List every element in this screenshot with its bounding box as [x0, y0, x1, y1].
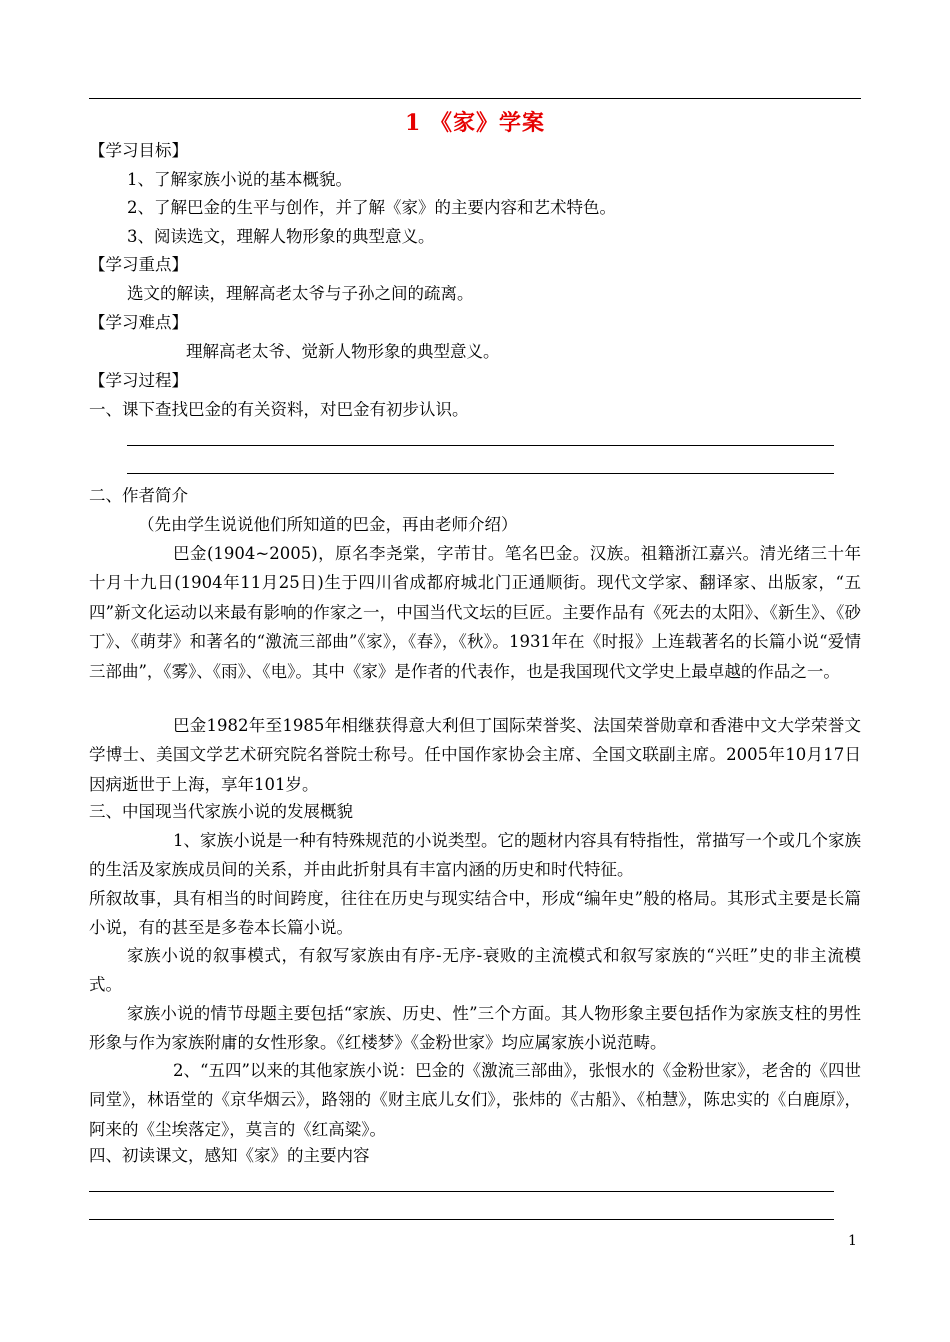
answer-line[interactable] [89, 1219, 834, 1220]
step-1: 一、课下查找巴金的有关资料，对巴金有初步认识。 [89, 400, 469, 419]
goal-item-1: 1、了解家族小说的基本概貌。 [127, 170, 352, 189]
step-2: 二、作者简介 [89, 486, 188, 505]
bio-paragraph-2: 巴金1982年至1985年相继获得意大利但丁国际荣誉奖、法国荣誉勋章和香港中文大学荣誉文学博士、美国文学艺术研究院名誉院士称号。任中国作家协会主席、全国文联副主席。2005年10月17日因病逝世于上海，享年101岁。 [89, 716, 861, 794]
header-rule [89, 98, 861, 99]
difficulty-heading: 【学习难点】 [89, 313, 188, 332]
difficulty-text: 理解高老太爷、觉新人物形象的典型意义。 [186, 342, 500, 361]
section-3-paragraph-1: 1、家族小说是一种有特殊规范的小说类型。它的题材内容具有特指性，常描写一个或几个家族的生活及家族成员间的关系，并由此折射具有丰富内涵的历史和时代特征。 [89, 831, 861, 880]
section-3-paragraph-4: 家族小说的情节母题主要包括“家族、历史、性”三个方面。其人物形象主要包括作为家族支柱的男性形象与作为家族附庸的女性形象。《红楼梦》《金粉世家》均应属家族小说范畴。 [89, 1004, 861, 1053]
goal-item-3: 3、阅读选文，理解人物形象的典型意义。 [127, 227, 435, 246]
answer-line[interactable] [127, 445, 834, 446]
page-number: 1 [848, 1233, 857, 1249]
goal-item-2: 2、了解巴金的生平与创作，并了解《家》的主要内容和艺术特色。 [127, 198, 616, 217]
page-title: 1 《家》学案 [405, 110, 545, 136]
goals-heading: 【学习目标】 [89, 141, 188, 160]
focus-text: 选文的解读，理解高老太爷与子孙之间的疏离。 [127, 284, 474, 303]
bio-paragraph-1: 巴金(1904~2005)，原名李尧棠，字芾甘。笔名巴金。汉族。祖籍浙江嘉兴。清光绪三十年十月十九日(1904年11月25日)生于四川省成都府城北门正通顺街。现代文学家、翻译家、出版家，“五四”新文化运动以来最有影响的作家之一，中国当代文坛的巨匠。主要作品有《死去的太阳》、《新生》、《砂丁》、《萌芽》和著名的“激流三部曲”《家》，《春》，《秋》。1931年在《时报》上连载著名的长篇小说“爱情三部曲”，《雾》、《雨》、《电》。其中《家》是作者的代表作，也是我国现代文学史上最卓越的作品之一。 [89, 544, 861, 681]
section-3-paragraph-3: 家族小说的叙事模式，有叙写家族由有序-无序-衰败的主流模式和叙写家族的“兴旺”史的非主流模式。 [89, 946, 861, 995]
answer-line[interactable] [127, 473, 834, 474]
process-heading: 【学习过程】 [89, 371, 188, 390]
step-4: 四、初读课文，感知《家》的主要内容 [89, 1146, 370, 1165]
section-3-paragraph-2: 所叙故事，具有相当的时间跨度，往往在历史与现实结合中，形成“编年史”般的格局。其形式主要是长篇小说，有的甚至是多卷本长篇小说。 [89, 889, 861, 938]
step-3: 三、中国现当代家族小说的发展概貌 [89, 802, 353, 821]
step-2-note: （先由学生说说他们所知道的巴金，再由老师介绍） [138, 515, 518, 534]
focus-heading: 【学习重点】 [89, 255, 188, 274]
answer-line[interactable] [89, 1191, 834, 1192]
section-3-paragraph-5: 2、“五四”以来的其他家族小说：巴金的《激流三部曲》，张恨水的《金粉世家》，老舍的《四世同堂》，林语堂的《京华烟云》，路翎的《财主底儿女们》，张炜的《古船》、《柏慧》，陈忠实的《白鹿原》，阿来的《尘埃落定》，莫言的《红高粱》。 [89, 1061, 861, 1139]
